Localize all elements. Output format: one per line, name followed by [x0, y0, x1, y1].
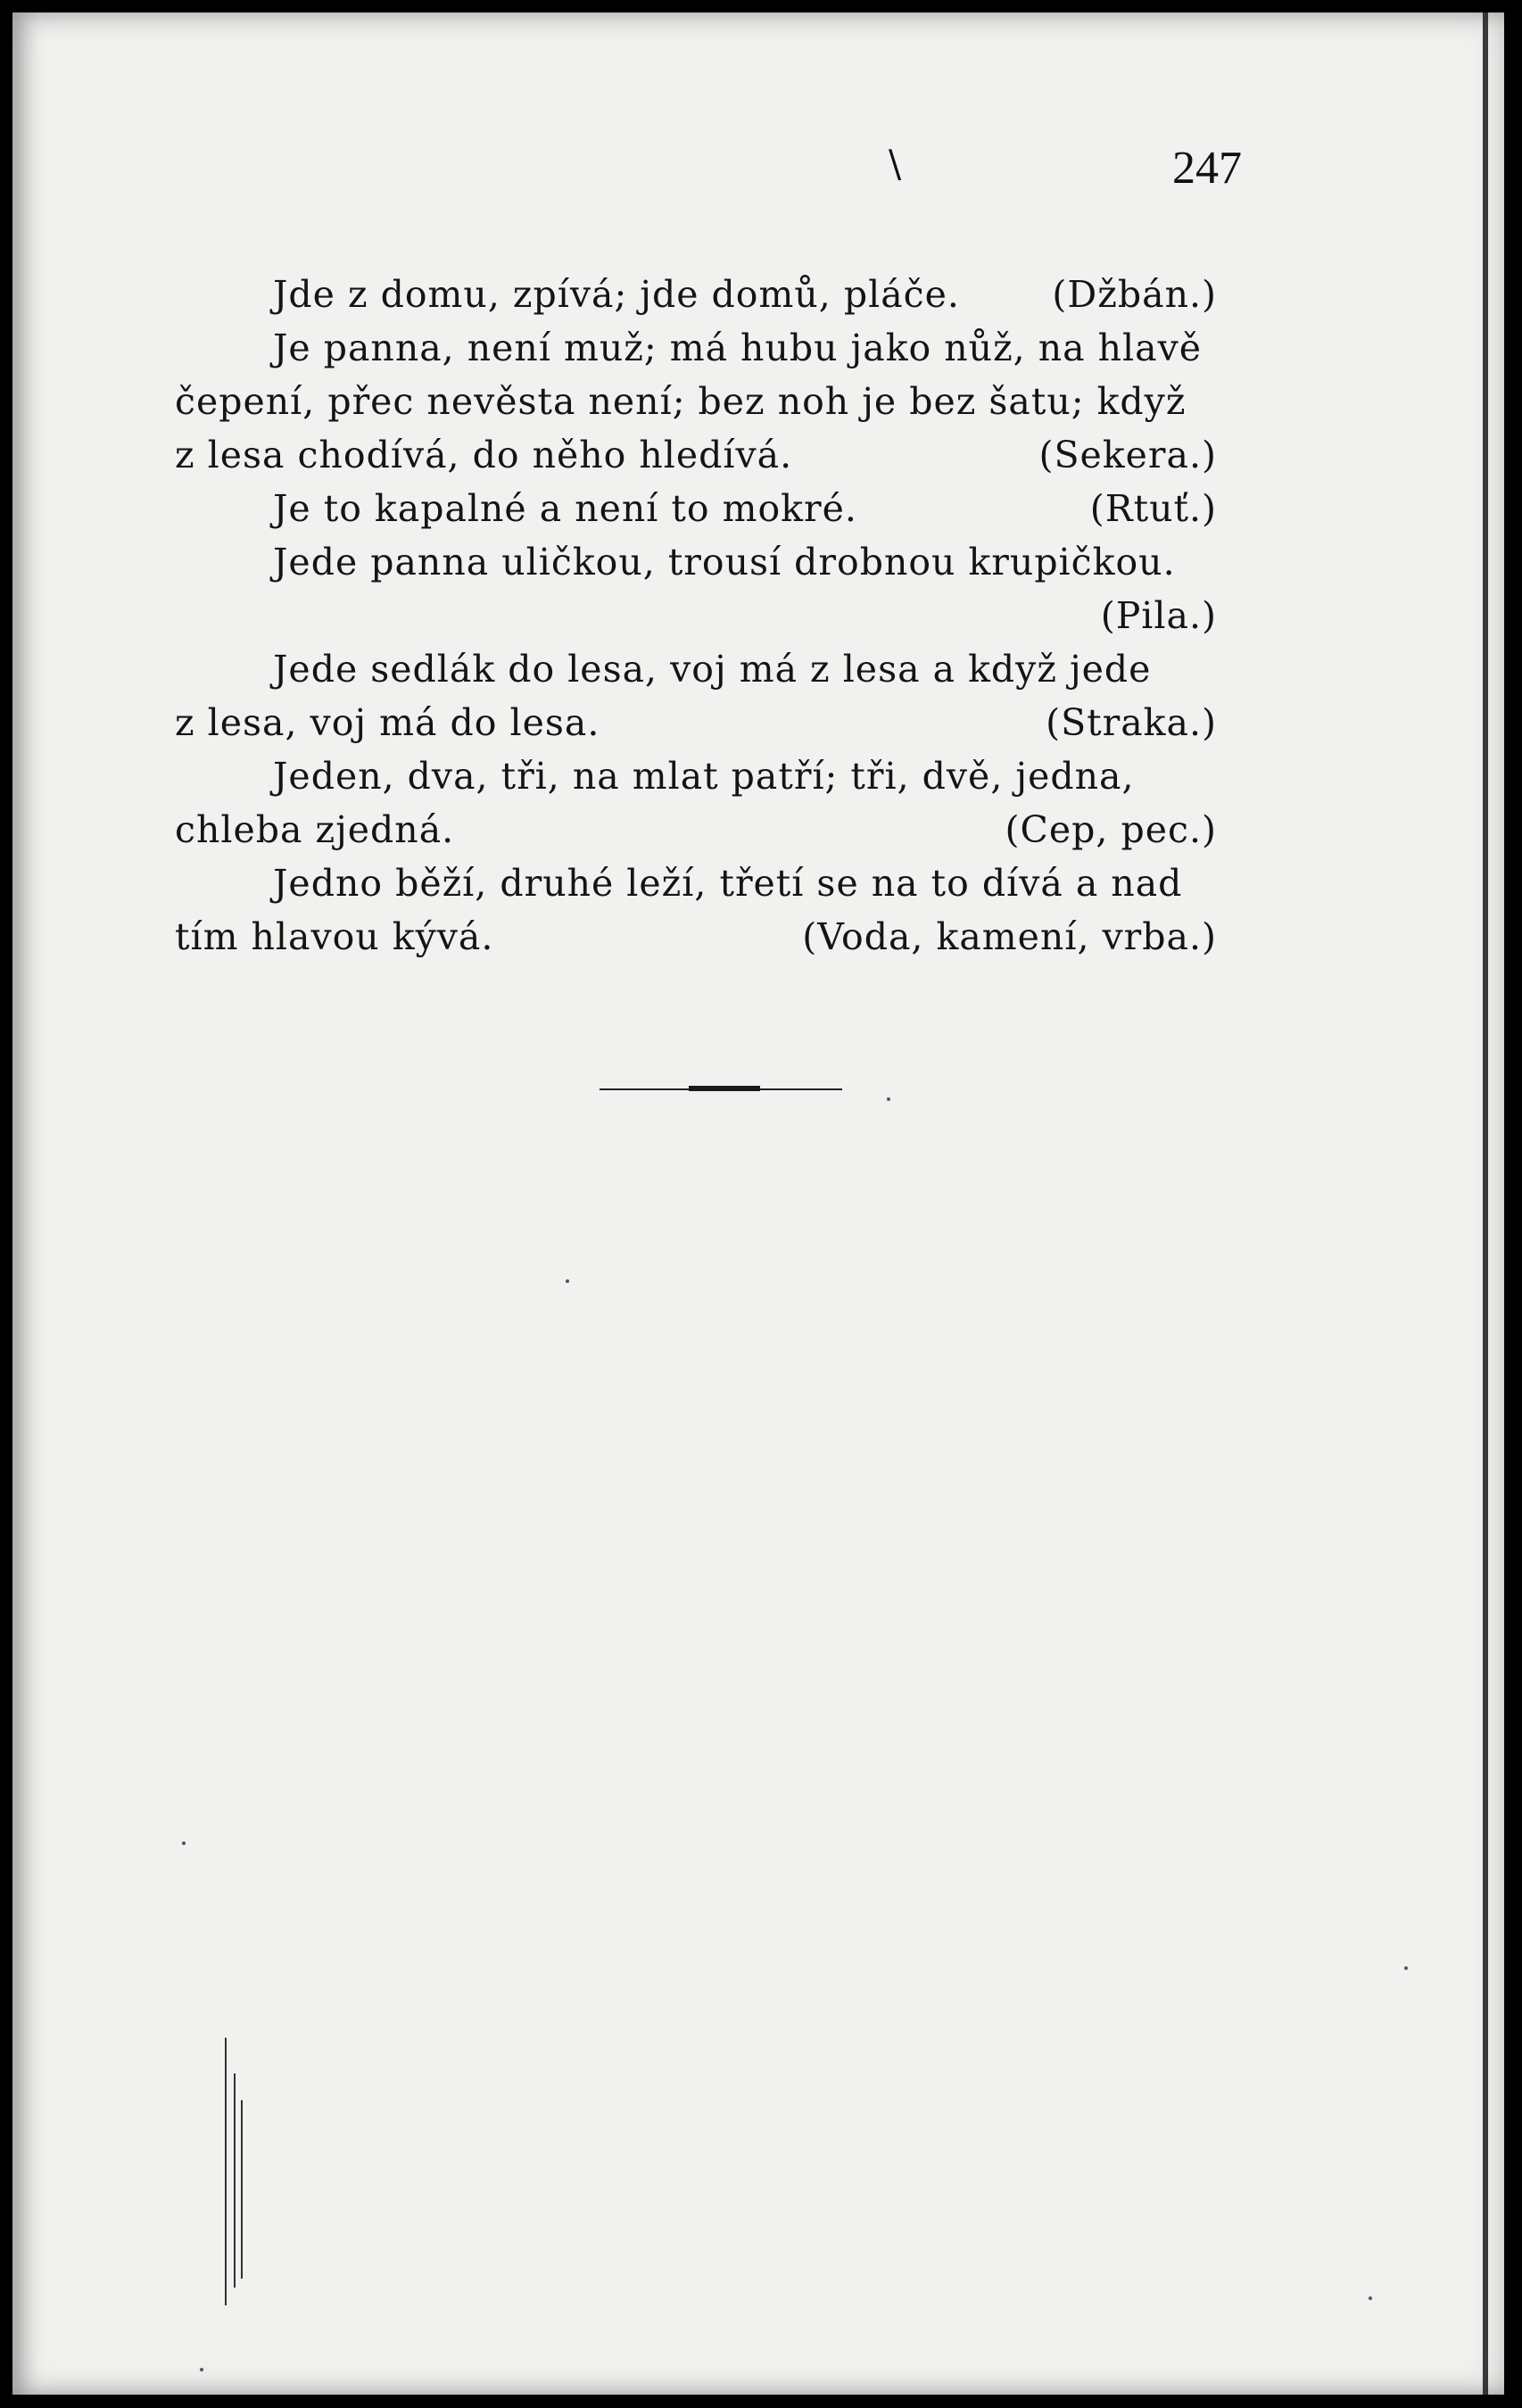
- riddle-text: Jde z domu, zpívá; jde domů, pláče.: [273, 273, 960, 316]
- binding-line: [241, 2100, 243, 2279]
- riddle-4-line-1: [175, 535, 1260, 589]
- stray-mark: \: [889, 142, 902, 186]
- riddle-text: čepení, přec nevěsta není; bez noh je bez šatu; když: [175, 380, 1187, 423]
- paper-speck: [566, 1279, 569, 1283]
- riddle-answer: (Voda, kamení, vrba.): [802, 915, 1217, 958]
- riddle-list: [175, 268, 1260, 964]
- riddle-5-line-1: [175, 642, 1260, 696]
- riddle-answer: (Rtuť.): [1089, 487, 1217, 530]
- riddle-text: Jedno běží, druhé leží, třetí se na to dívá a nad: [273, 862, 1183, 905]
- binding-line: [234, 2073, 236, 2288]
- riddle-text: Je panna, není muž; má hubu jako nůž, na hlavě: [273, 327, 1203, 369]
- riddle-2-line-3: [175, 428, 1260, 482]
- paper-speck: [887, 1097, 890, 1101]
- riddle-text: Jede panna uličkou, trousí drobnou krupičkou.: [273, 541, 1176, 583]
- riddle-text: z lesa, voj má do lesa.: [175, 701, 600, 744]
- ornament-rule-left: [600, 1088, 689, 1090]
- section-end-ornament: [600, 1085, 842, 1094]
- riddle-text: tím hlavou kývá.: [175, 915, 494, 958]
- riddle-answer: (Sekera.): [1038, 434, 1217, 476]
- riddle-text: Je to kapalné a není to mokré.: [273, 487, 857, 530]
- riddle-1-line-1: [175, 268, 1260, 321]
- paper-speck: [182, 1841, 186, 1845]
- riddle-answer: (Cep, pec.): [1005, 808, 1217, 851]
- riddle-2-line-1: [175, 321, 1260, 375]
- riddle-7-line-2: [175, 910, 1260, 964]
- riddle-answer: (Džbán.): [1052, 273, 1217, 316]
- riddle-text: chleba zjedná.: [175, 808, 455, 851]
- riddle-6-line-2: [175, 803, 1260, 856]
- riddle-3-line-1: [175, 482, 1260, 535]
- riddle-answer: (Pila.): [1100, 594, 1217, 637]
- binding-line: [225, 2038, 227, 2305]
- riddle-2-line-2: [175, 375, 1260, 428]
- ornament-rule-right: [760, 1088, 842, 1090]
- riddle-5-line-2: [175, 696, 1260, 749]
- riddle-text: Jeden, dva, tři, na mlat patří; tři, dvě, jedna,: [273, 755, 1135, 798]
- riddle-4-line-2: [175, 589, 1260, 642]
- riddle-6-line-1: [175, 749, 1260, 803]
- paper-speck: [1369, 2296, 1372, 2300]
- riddle-text: Jede sedlák do lesa, voj má z lesa a když jede: [273, 648, 1152, 691]
- riddle-text: z lesa chodívá, do něho hledívá.: [175, 434, 793, 476]
- riddle-answer: (Straka.): [1046, 701, 1217, 744]
- page-edge-shadow: [1483, 12, 1488, 2395]
- paper-speck: [200, 2368, 203, 2371]
- riddle-7-line-1: [175, 856, 1260, 910]
- binding-marks: [225, 2038, 261, 2305]
- paper-speck: [1404, 1966, 1408, 1970]
- page-number: 247: [1172, 143, 1242, 194]
- book-page: [12, 12, 1504, 2395]
- ornament-rule-center: [689, 1086, 760, 1091]
